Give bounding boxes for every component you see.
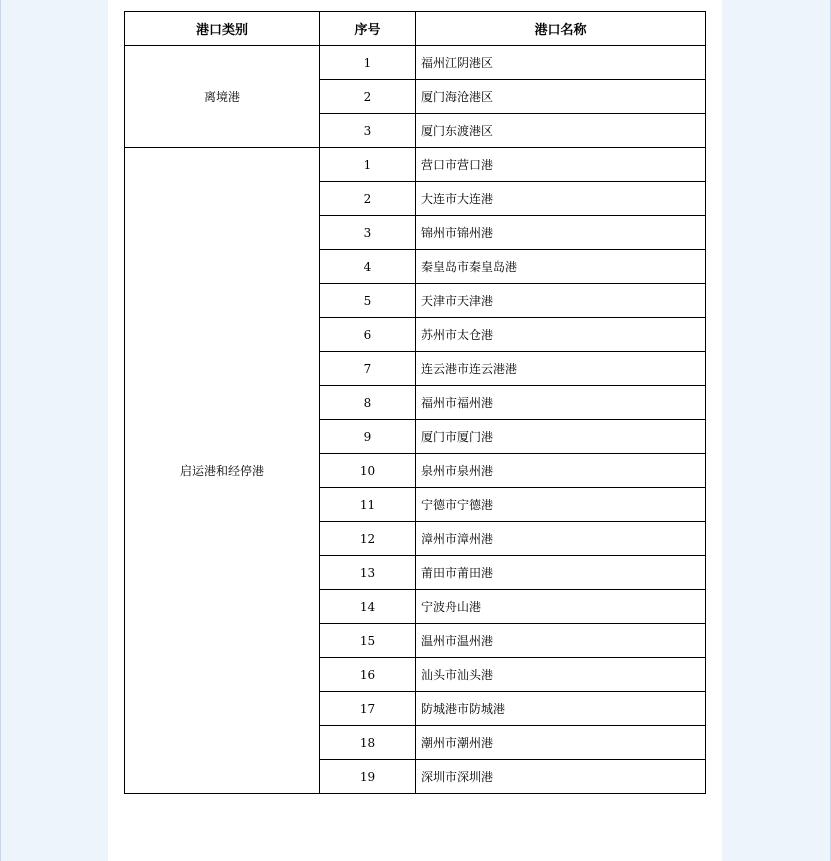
number-cell: 3 [320, 216, 416, 250]
port-name-cell: 福州江阴港区 [416, 46, 706, 80]
number-cell: 3 [320, 114, 416, 148]
number-cell: 10 [320, 454, 416, 488]
number-cell: 15 [320, 624, 416, 658]
table-body [125, 46, 706, 794]
number-cell: 19 [320, 760, 416, 794]
number-cell: 17 [320, 692, 416, 726]
page-border-left [0, 0, 1, 861]
number-cell: 1 [320, 148, 416, 182]
header-number: 序号 [320, 12, 416, 46]
port-name-cell: 天津市天津港 [416, 284, 706, 318]
table-row [125, 148, 706, 182]
number-cell: 8 [320, 386, 416, 420]
category-cell: 离境港 [125, 46, 320, 148]
port-name-cell: 深圳市深圳港 [416, 760, 706, 794]
port-name-cell: 宁波舟山港 [416, 590, 706, 624]
number-cell: 5 [320, 284, 416, 318]
port-name-cell: 苏州市太仓港 [416, 318, 706, 352]
header-port-name: 港口名称 [416, 12, 706, 46]
number-cell: 16 [320, 658, 416, 692]
header-category: 港口类别 [125, 12, 320, 46]
port-name-cell: 汕头市汕头港 [416, 658, 706, 692]
port-name-cell: 大连市大连港 [416, 182, 706, 216]
port-name-cell: 营口市营口港 [416, 148, 706, 182]
port-table [124, 11, 706, 794]
port-name-cell: 莆田市莆田港 [416, 556, 706, 590]
table-row [125, 46, 706, 80]
port-name-cell: 宁德市宁德港 [416, 488, 706, 522]
port-name-cell: 锦州市锦州港 [416, 216, 706, 250]
number-cell: 13 [320, 556, 416, 590]
number-cell: 4 [320, 250, 416, 284]
port-name-cell: 厦门东渡港区 [416, 114, 706, 148]
number-cell: 2 [320, 182, 416, 216]
port-name-cell: 漳州市漳州港 [416, 522, 706, 556]
number-cell: 18 [320, 726, 416, 760]
number-cell: 2 [320, 80, 416, 114]
number-cell: 7 [320, 352, 416, 386]
port-name-cell: 秦皇岛市秦皇岛港 [416, 250, 706, 284]
port-name-cell: 福州市福州港 [416, 386, 706, 420]
number-cell: 1 [320, 46, 416, 80]
table-header-row [125, 12, 706, 46]
port-name-cell: 潮州市潮州港 [416, 726, 706, 760]
port-name-cell: 连云港市连云港港 [416, 352, 706, 386]
number-cell: 14 [320, 590, 416, 624]
category-cell: 启运港和经停港 [125, 148, 320, 794]
number-cell: 11 [320, 488, 416, 522]
number-cell: 9 [320, 420, 416, 454]
port-name-cell: 厦门海沧港区 [416, 80, 706, 114]
port-name-cell: 防城港市防城港 [416, 692, 706, 726]
number-cell: 12 [320, 522, 416, 556]
port-name-cell: 泉州市泉州港 [416, 454, 706, 488]
port-name-cell: 温州市温州港 [416, 624, 706, 658]
number-cell: 6 [320, 318, 416, 352]
port-name-cell: 厦门市厦门港 [416, 420, 706, 454]
